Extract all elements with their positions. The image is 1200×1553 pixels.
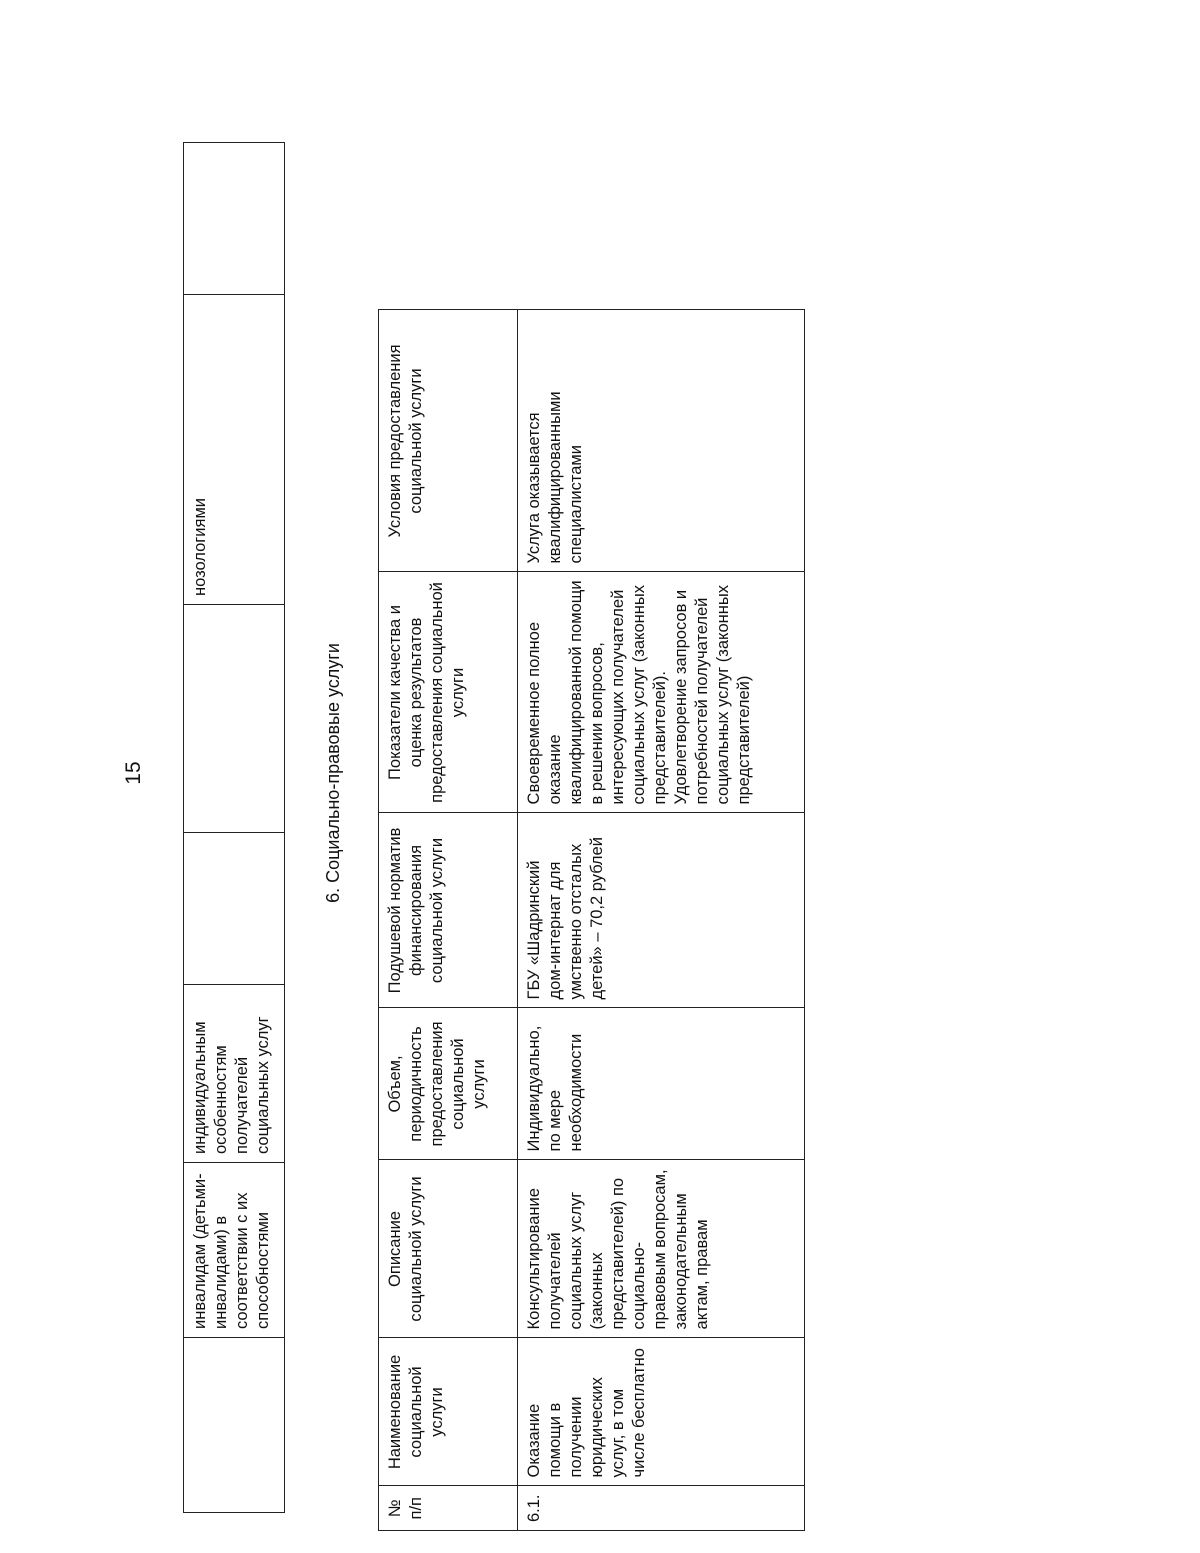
row-normative: ГБУ «Шадринский дом-интернат для умственно отсталых детей» – 70,2 рублей bbox=[518, 813, 805, 1008]
continuation-conditions-cell bbox=[184, 143, 285, 295]
table-row bbox=[518, 310, 805, 1531]
row-conditions: Услуга оказывается квалифицированными специалистами bbox=[518, 310, 805, 572]
row-volume: Индивидуально, по мере необходимости bbox=[518, 1008, 805, 1160]
continuation-name-cell: инвалидам (детьми-инвалидами) в соответствии с их способностями bbox=[184, 1163, 285, 1338]
continuation-volume-cell bbox=[184, 833, 285, 985]
header-quality: Показатели качества и оценка результатов предоставления социальной услуги bbox=[379, 572, 518, 813]
row-number: 6.1. bbox=[518, 1486, 805, 1531]
header-name: Наименование социальной услуги bbox=[379, 1338, 518, 1486]
page-number: 15 bbox=[122, 761, 145, 785]
header-number: № п/п bbox=[379, 1486, 518, 1531]
section-title: 6. Социально-правовые услуги bbox=[323, 643, 343, 903]
continuation-table bbox=[183, 142, 285, 1513]
continuation-description-cell: индивидуальным особенностям получателей социальных услуг bbox=[184, 985, 285, 1163]
header-row bbox=[379, 310, 518, 1531]
services-table bbox=[378, 309, 805, 1531]
row-quality: Своевременное полное оказание квалифицированной помощи в решении вопросов, интересующих получателей социальных услуг (законных представителей). Удовлетворение запросов и потребностей получателей социальных услуг (законных представителей) bbox=[518, 572, 805, 813]
header-description: Описание социальной услуги bbox=[379, 1160, 518, 1338]
row-description: Консультирование получателей социальных услуг (законных представителей) по социально-правовым вопросам, законодательным актам, правам bbox=[518, 1160, 805, 1338]
header-normative: Подушевой норматив финансирования социальной услуги bbox=[379, 813, 518, 1008]
header-conditions: Условия предоставления социальной услуги bbox=[379, 310, 518, 572]
continuation-row bbox=[184, 143, 285, 1513]
continuation-quality-cell: нозологиями bbox=[184, 295, 285, 605]
continuation-normative-cell bbox=[184, 605, 285, 833]
continuation-number-cell bbox=[184, 1338, 285, 1513]
row-name: Оказание помощи в получении юридических услуг, в том числе бесплатно bbox=[518, 1338, 805, 1486]
header-volume: Объем, периодичность предоставления социальной услуги bbox=[379, 1008, 518, 1160]
